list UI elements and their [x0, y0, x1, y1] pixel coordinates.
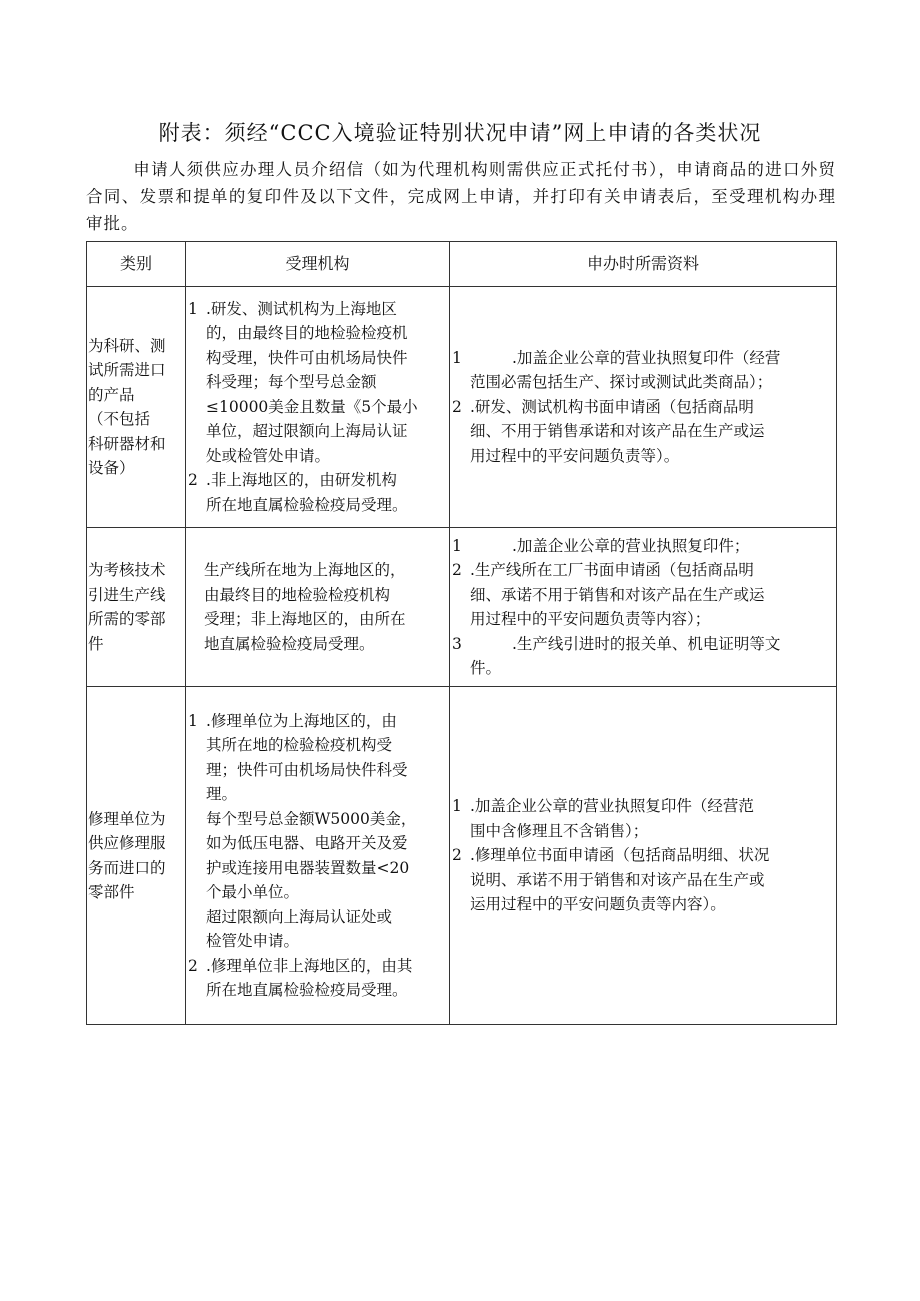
item-text: 运用过程中的平安问题负责等内容）。: [470, 895, 726, 914]
item-text: .修理单位书面申请函（包括商品明细、状况: [470, 846, 770, 865]
item-text: 所在地直属检验检疫局受理。: [206, 495, 408, 514]
agency-line: [188, 346, 447, 371]
materials-line: [452, 444, 834, 469]
agency-line: [188, 395, 447, 420]
category-line: 的产品: [88, 385, 135, 404]
materials-line: [452, 794, 834, 819]
materials-line: [452, 558, 834, 583]
item-number: 2: [188, 956, 198, 975]
category-line: （不包括: [88, 410, 151, 428]
intro-paragraph: [86, 156, 836, 237]
agency-line: [188, 758, 447, 783]
agency-line: [188, 831, 447, 856]
agency-line: 受理；非上海地区的，由所在: [204, 610, 406, 628]
item-text: 如为低压电器、电路开关及爱: [206, 834, 408, 852]
agency-cell: [186, 528, 450, 687]
agency-line: [188, 709, 447, 734]
category-line: 为考核技术: [88, 561, 166, 579]
item-text: ≤10000美金且数量《5个最小: [206, 397, 418, 416]
materials-line: [452, 843, 834, 868]
agency-line: [188, 419, 447, 444]
materials-line: [452, 656, 834, 681]
item-text: 构受理，快件可由机场局快件: [206, 348, 408, 367]
page-title: 附表：须经“CCC入境验证特别状况申请”网上申请的各类状况: [158, 121, 762, 145]
item-number: 1: [188, 299, 198, 318]
category-line: 引进生产线: [88, 585, 166, 604]
item-text: 围中含修理且不含销售）；: [470, 821, 649, 840]
agency-cell: [186, 687, 450, 1025]
agency-line: [188, 856, 447, 881]
item-text: .研发、测试机构为上海地区: [206, 299, 397, 318]
agency-line: [188, 370, 447, 395]
item-text: 范围必需包括生产、探讨或测试此类商品）；: [470, 373, 773, 392]
agency-line: [188, 321, 447, 346]
materials-line: [452, 583, 834, 608]
category-line: 科研器材和: [88, 434, 166, 453]
materials-cell: [450, 528, 837, 687]
item-text: 其所在地的检验检疫机构受: [206, 736, 393, 754]
item-text: .修理单位为上海地区的，由: [206, 711, 397, 730]
item-text: 处或检管处申请。: [206, 446, 331, 465]
materials-line: [452, 419, 834, 444]
materials-line: [452, 395, 834, 420]
item-text: 说明、承诺不用于销售和对该产品在生产或: [470, 870, 765, 889]
item-text: 的，由最终目的地检验检疫机: [206, 324, 408, 343]
item-text: .研发、测试机构书面申请函（包括商品明: [470, 397, 754, 416]
item-number: 1: [188, 711, 198, 730]
item-text: 件。: [470, 659, 502, 677]
category-line: 设备）: [88, 459, 135, 477]
item-text: 用过程中的平安问题负责等）。: [470, 446, 680, 465]
agency-line: [188, 880, 447, 905]
item-text: 每个型号总金额W5000美金，: [206, 809, 417, 828]
category-line: 务而进口的: [88, 858, 166, 877]
item-number: 2: [188, 471, 198, 490]
table-header-row: [87, 242, 837, 287]
agency-line: [188, 782, 447, 807]
item-text: 细、不用于销售承诺和对该产品在生产或运: [470, 422, 765, 441]
item-text: 理。: [206, 785, 238, 803]
category-cell: [87, 528, 186, 687]
item-number: 3: [452, 634, 462, 653]
category-line: 件: [88, 634, 104, 653]
category-line: 修理单位为: [88, 809, 166, 828]
item-number: 1: [452, 797, 462, 816]
table-row: [87, 687, 837, 1025]
intro-text: 申请人须供应办理人员介绍信（如为代理机构则需供应正式托付书），申请商品的进口外贸合同、发票和提单的复印件及以下文件，完成网上申请，并打印有关申请表后，至受理机构办理审批。: [86, 160, 836, 233]
item-text: 护或连接用电器装置数量<20: [206, 858, 410, 877]
materials-cell: [450, 687, 837, 1025]
item-text: 个最小单位。: [206, 883, 300, 901]
category-line: 供应修理服: [88, 834, 166, 852]
item-text: .加盖企业公章的营业执照复印件；: [512, 536, 750, 555]
agency-line: [188, 444, 447, 469]
table-row: [87, 528, 837, 687]
item-number: 2: [452, 397, 462, 416]
materials-line: [452, 868, 834, 893]
category-line: 为科研、测: [88, 336, 166, 355]
agency-line: [188, 297, 447, 322]
category-line: 所需的零部: [88, 610, 166, 628]
item-text: 所在地直属检验检疫局受理。: [206, 981, 408, 999]
application-table: [86, 241, 837, 1025]
agency-line: 由最终目的地检验检疫机构: [204, 585, 391, 604]
item-text: 检管处申请。: [206, 932, 300, 950]
agency-line: [188, 954, 447, 979]
materials-line: [452, 346, 834, 371]
materials-line: [452, 819, 834, 844]
item-text: 单位，超过限额向上海局认证: [206, 422, 408, 441]
item-text: 科受理；每个型号总金额: [206, 373, 377, 392]
agency-line: [188, 468, 447, 493]
header-materials: 申办时所需资料: [450, 242, 837, 287]
materials-line: [452, 632, 834, 657]
agency-line: [188, 905, 447, 930]
item-number: 2: [452, 846, 462, 865]
materials-line: [452, 607, 834, 632]
materials-cell: [450, 287, 837, 528]
agency-cell: [186, 287, 450, 528]
item-text: 理；快件可由机场局快件科受: [206, 760, 408, 779]
item-number: 1: [452, 536, 462, 555]
agency-line: [188, 978, 447, 1003]
category-line: 试所需进口: [88, 361, 166, 379]
materials-line: [452, 370, 834, 395]
agency-line: 地直属检验检疫局受理。: [204, 634, 375, 653]
item-text: .非上海地区的，由研发机构: [206, 471, 397, 490]
item-text: .生产线所在工厂书面申请函（包括商品明: [470, 561, 754, 579]
item-number: 2: [452, 561, 462, 579]
agency-line: [188, 807, 447, 832]
header-category: 类别: [87, 242, 186, 287]
table-row: [87, 287, 837, 528]
header-agency: 受理机构: [186, 242, 450, 287]
item-text: .修理单位非上海地区的，由其: [206, 956, 413, 975]
category-cell: [87, 687, 186, 1025]
item-text: 超过限额向上海局认证处或: [206, 907, 393, 926]
materials-line: [452, 892, 834, 917]
item-number: 1: [452, 348, 462, 367]
item-text: .生产线引进时的报关单、机电证明等文: [512, 634, 781, 653]
item-text: .加盖企业公章的营业执照复印件（经营: [512, 348, 781, 367]
agency-line: [188, 493, 447, 518]
agency-line: [188, 929, 447, 954]
item-text: 细、承诺不用于销售和对该产品在生产或运: [470, 585, 765, 604]
category-cell: [87, 287, 186, 528]
agency-line: 生产线所在地为上海地区的，: [204, 561, 406, 579]
item-text: .加盖企业公章的营业执照复印件（经营范: [470, 797, 754, 816]
category-line: 零部件: [88, 883, 135, 901]
agency-line: [188, 733, 447, 758]
materials-line: [452, 534, 834, 559]
item-text: 用过程中的平安问题负责等内容）；: [470, 610, 711, 628]
